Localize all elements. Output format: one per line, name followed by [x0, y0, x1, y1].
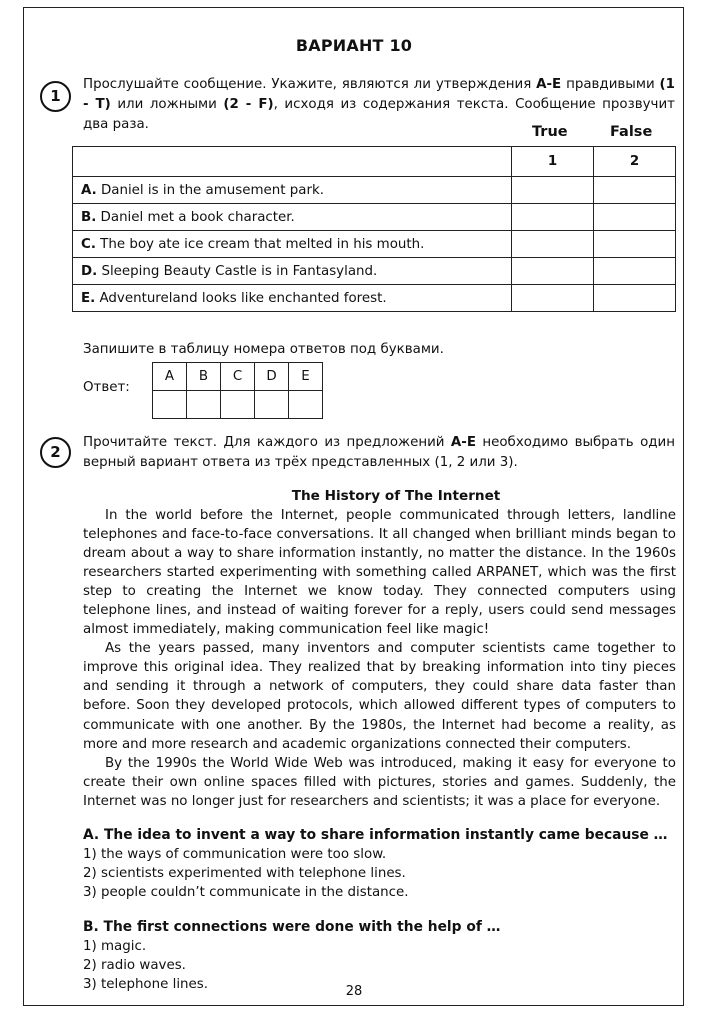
column-false-heading: False — [610, 124, 653, 140]
answer-input-row — [153, 391, 323, 419]
answer-input-cell[interactable] — [221, 391, 255, 419]
answer-true-cell[interactable] — [512, 285, 594, 312]
passage-paragraph: As the years passed, many inventors and computer scientists came together to improve this original idea. They realized that by breaking information into tiny pieces and sending it through a network of computers, they could share data faster than before. Soon they developed protocols, which allowed different types of computers to communicate with one another. By the 1980s, the Internet had become a reality, as more and more research and academic organizations connected their computers. — [83, 641, 676, 752]
question-option: 1) the ways of communication were too slow. — [83, 847, 387, 862]
answer-input-cell[interactable] — [289, 391, 323, 419]
answer-letter: C — [221, 363, 255, 391]
task-2-number: 2 — [40, 437, 71, 468]
header-true-number: 1 — [512, 147, 594, 177]
statement-cell: A. Daniel is in the amusement park. — [73, 177, 512, 204]
answer-true-cell[interactable] — [512, 231, 594, 258]
variant-title: ВАРИАНТ 10 — [295, 36, 413, 55]
answer-true-cell[interactable] — [512, 177, 594, 204]
answer-false-cell[interactable] — [594, 285, 676, 312]
question-b — [83, 918, 683, 994]
table-row — [73, 258, 676, 285]
answer-letter: B — [187, 363, 221, 391]
question-option: 2) radio waves. — [83, 958, 186, 973]
answer-false-cell[interactable] — [594, 177, 676, 204]
answer-false-cell[interactable] — [594, 204, 676, 231]
answer-note: Запишите в таблицу номера ответов под буквами. — [83, 342, 444, 357]
question-option: 3) people couldn’t communicate in the distance. — [83, 885, 409, 900]
table-row — [73, 285, 676, 312]
answer-letter: E — [289, 363, 323, 391]
answer-letters-row — [153, 363, 323, 391]
statement-cell: D. Sleeping Beauty Castle is in Fantasyland. — [73, 258, 512, 285]
answer-input-cell[interactable] — [187, 391, 221, 419]
header-false-number: 2 — [594, 147, 676, 177]
answer-false-cell[interactable] — [594, 231, 676, 258]
answer-false-cell[interactable] — [594, 258, 676, 285]
column-true-heading: True — [532, 124, 568, 140]
task-1-instruction: Прослушайте сообщение. Укажите, являются ли утверждения A-E правдивыми (1 - T) или ложными (2 - F), исходя из содержания текста. Сообщение прозвучит два раза. — [83, 77, 675, 132]
answer-input-cell[interactable] — [153, 391, 187, 419]
header-blank-cell — [73, 147, 512, 177]
answer-letter: A — [153, 363, 187, 391]
statement-cell: E. Adventureland looks like enchanted forest. — [73, 285, 512, 312]
table-header-row — [73, 147, 676, 177]
answer-true-cell[interactable] — [512, 204, 594, 231]
table-row — [73, 231, 676, 258]
task-2-instruction: Прочитайте текст. Для каждого из предложений A-E необходимо выбрать один верный вариант ответа из трёх представленных (1, 2 или 3). — [83, 435, 675, 470]
passage-paragraph: By the 1990s the World Wide Web was introduced, making it easy for everyone to create their own online spaces filled with pictures, stories and games. Suddenly, the Internet was no longer just for researchers and scientists; it was a place for everyone. — [83, 755, 676, 809]
answer-label: Ответ: — [83, 380, 130, 395]
question-prompt: A. The idea to invent a way to share information instantly came because … — [83, 827, 668, 843]
table-row — [73, 177, 676, 204]
answer-input-cell[interactable] — [255, 391, 289, 419]
passage-paragraph: In the world before the Internet, people communicated through letters, landline telephones and face-to-face conversations. It all changed when brilliant minds began to dream about a way to share information instantly, no matter the distance. In the 1960s researchers started experimenting with something called ARPANET, which was the first step to creating the Internet we know today. They connected computers using telephone lines, and instead of waiting forever for a reply, users could send messages almost immediately, making communication feel like magic! — [83, 508, 676, 638]
question-option: 2) scientists experimented with telephone lines. — [83, 866, 406, 881]
answer-true-cell[interactable] — [512, 258, 594, 285]
statement-cell: B. Daniel met a book character. — [73, 204, 512, 231]
true-false-table — [72, 146, 676, 312]
question-option: 3) telephone lines. — [83, 977, 209, 992]
text-title: The History of The Internet — [291, 488, 501, 504]
answer-grid — [152, 362, 323, 419]
task-1-number: 1 — [40, 81, 71, 112]
table-row — [73, 204, 676, 231]
answer-letter: D — [255, 363, 289, 391]
question-option: 1) magic. — [83, 939, 147, 954]
question-prompt: B. The first connections were done with the help of … — [83, 919, 501, 935]
statement-cell: C. The boy ate ice cream that melted in his mouth. — [73, 231, 512, 258]
page-number: 28 — [345, 984, 363, 999]
reading-passage — [83, 506, 676, 811]
question-a — [83, 826, 683, 902]
